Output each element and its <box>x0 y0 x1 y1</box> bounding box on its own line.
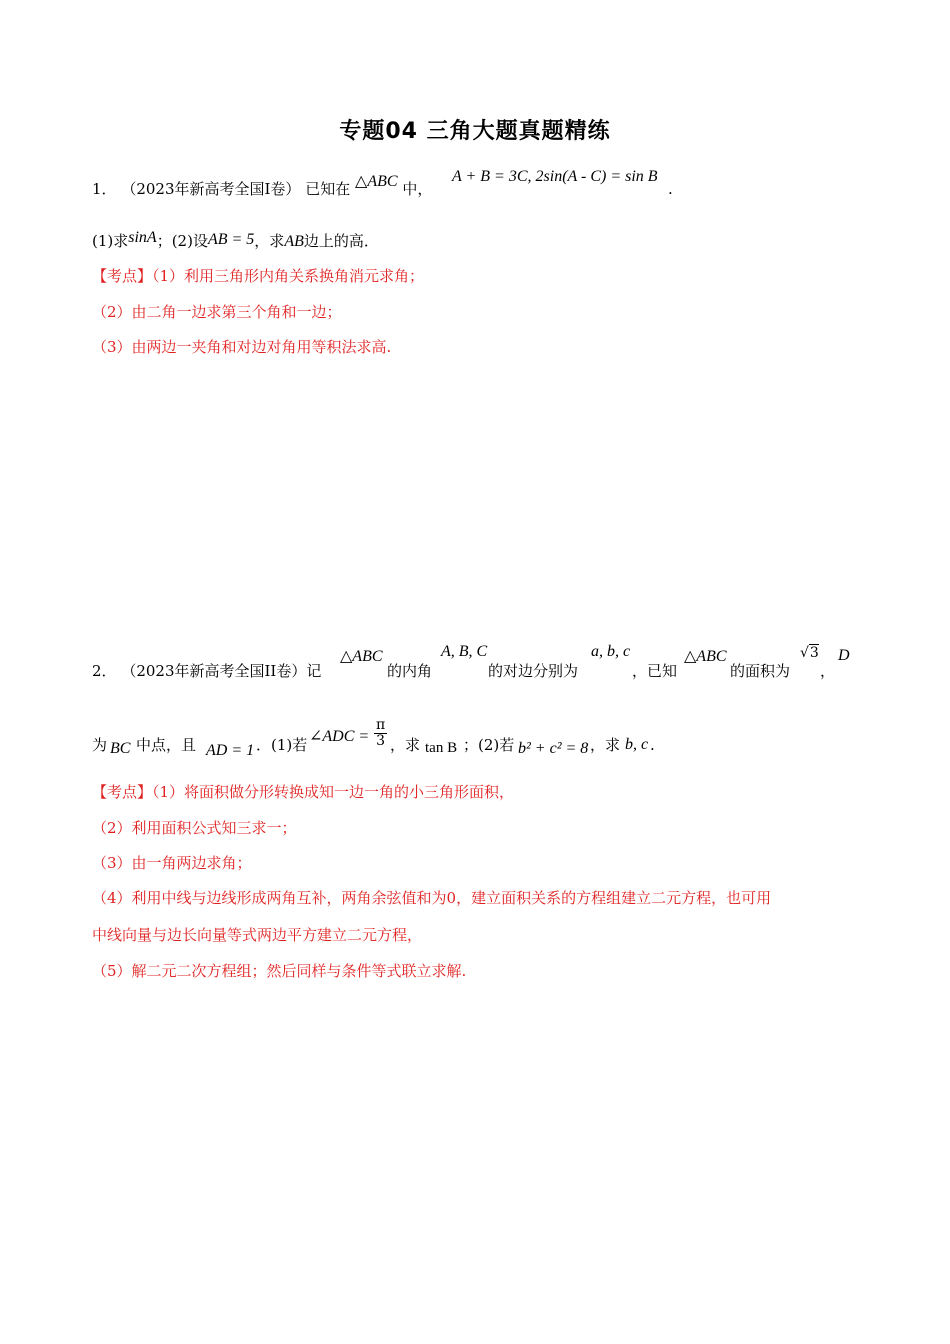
q2-source: （2023年新高考全国II卷） <box>121 662 307 680</box>
q2-kaodian-1 <box>92 781 514 802</box>
q2-bc-sq: b² + c² = 8 <box>518 740 589 757</box>
pi-over-3 <box>374 718 387 749</box>
q2-ad: AD = 1 <box>206 742 255 759</box>
q2-kaodian-4a: （4）利用中线与边线形成两角互补，两角余弦值和为0，建立面积关系的方程组建立二元方程，也可用 <box>92 889 772 907</box>
q1-ab: AB <box>284 233 304 250</box>
q2-kaodian-2: （2）利用面积公式知三求一； <box>92 819 297 837</box>
q2-bc: b, c <box>625 736 649 753</box>
q1-number: 1． <box>92 180 117 198</box>
q2-kaodian-3: （3）由一角两边求角； <box>92 854 252 872</box>
q2-sqrt3 <box>800 645 819 661</box>
q2-comma: ， <box>820 662 836 680</box>
q2-triangle-2: △ABC <box>684 648 727 665</box>
q2-yizhi: ，已知 <box>632 662 678 680</box>
q1-ask-end: 边上的高． <box>303 232 379 250</box>
q2-part1: ．(1)若 <box>256 736 308 754</box>
q2-kaodian-5: （5）解二元二次方程组；然后同样与条件等式联立求解. <box>92 962 467 980</box>
q1-part1: (1)求 <box>92 232 129 250</box>
q2-zhongdian: 中点，且 <box>136 736 197 754</box>
q2-mianji: 的面积为 <box>730 662 791 680</box>
q2-frac <box>374 718 387 749</box>
frac-den: 3 <box>376 733 386 749</box>
q1-text-zhong: 中， <box>402 180 433 198</box>
q2-duibian: 的对边分别为 <box>488 662 579 680</box>
q2-angles: A, B, C <box>441 643 488 660</box>
q1-period: . <box>668 180 673 198</box>
q2-part2: ；(2)若 <box>463 736 515 754</box>
q2-D: D <box>838 647 850 664</box>
q2-sqrt3-value: 3 <box>809 645 819 661</box>
q2-neijiao: 的内角 <box>387 662 433 680</box>
q1-parts <box>92 230 379 251</box>
q2-kaodian-1-text: （1）将面积做分形转换成知一边一角的小三角形面积， <box>152 783 515 801</box>
q1-semi: ；(2)设 <box>156 232 208 250</box>
q1-statement <box>92 173 433 199</box>
q2-angle-adc: ∠ADC = <box>309 728 370 745</box>
q1-source: （2023年新高考全国I卷） <box>121 180 301 198</box>
q1-kaodian-2: （2）由二角一边求第三个角和一边； <box>92 303 342 321</box>
q1-sinA: sinA <box>128 229 157 246</box>
q2-number: 2． <box>92 662 117 680</box>
kaodian-tag: 【考点】 <box>92 783 153 801</box>
q2-line1-start <box>92 660 321 681</box>
page-title: 专题04 三角大题真题精练 <box>339 119 611 144</box>
q1-ab-eq: AB = 5 <box>207 231 255 248</box>
q2-BC: BC <box>110 740 131 757</box>
q1-ask: ，求 <box>254 232 285 250</box>
q1-kaodian-3: （3）由两边一夹角和对边对角用等积法求高. <box>92 338 392 356</box>
q2-tanB-text: tan B <box>425 740 458 756</box>
q2-qiu2: ，求 <box>590 736 621 754</box>
q2-tanB <box>425 740 457 757</box>
q1-triangle: △ABC <box>355 173 398 190</box>
q2-kaodian-4b: 中线向量与边长向量等式两边平方建立二元方程， <box>92 926 423 944</box>
sqrt-icon: √3 <box>800 645 819 661</box>
q1-text-known: 已知在 <box>305 180 351 198</box>
q2-ji: 记 <box>306 662 322 680</box>
q2-sides: a, b, c <box>591 643 631 660</box>
q1-condition: A + B = 3C, 2sin(A - C) = sin B <box>452 168 658 185</box>
frac-num: π <box>376 717 386 733</box>
q2-qiu: ，求 <box>390 736 421 754</box>
q2-triangle: △ABC <box>340 648 383 665</box>
kaodian-tag: 【考点】 <box>92 267 153 285</box>
q2-wei: 为 <box>92 736 108 754</box>
q1-kaodian-1-text: （1）利用三角形内角关系换角消元求角； <box>152 267 425 285</box>
q1-kaodian-1 <box>92 265 424 286</box>
q2-end: . <box>650 736 655 754</box>
